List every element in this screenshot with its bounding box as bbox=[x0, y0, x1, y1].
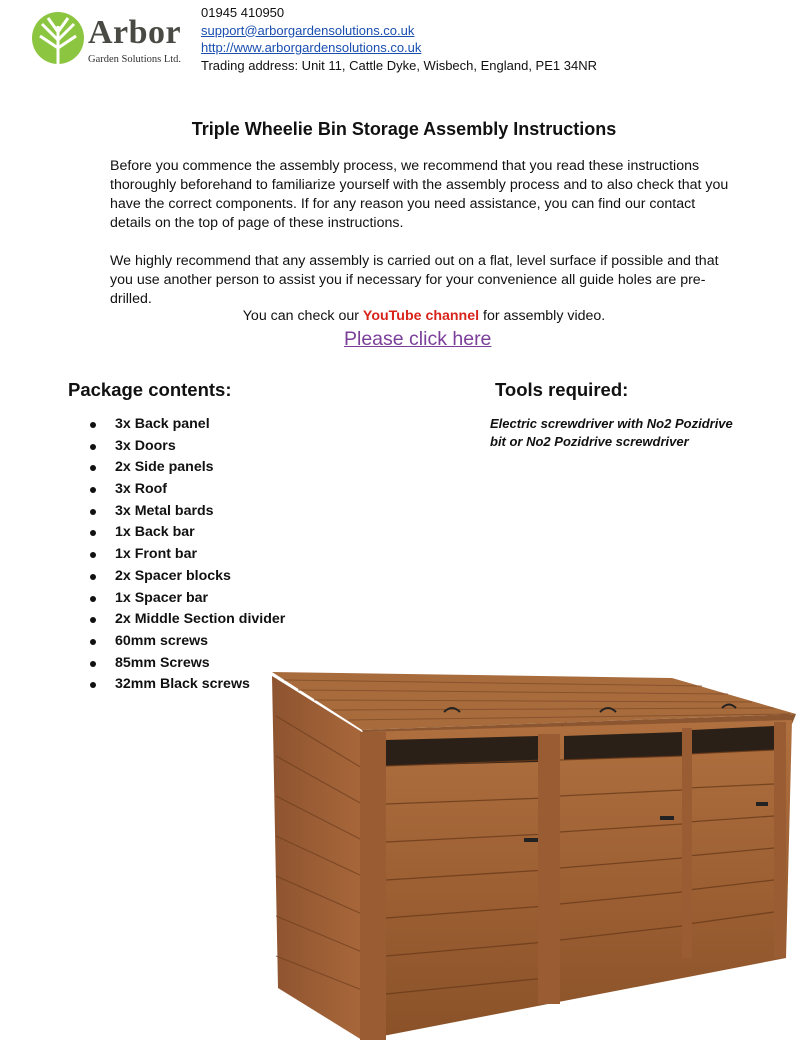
list-item: 3x Doors bbox=[88, 438, 285, 460]
bullet-icon bbox=[90, 422, 96, 428]
website-link[interactable]: http://www.arborgardensolutions.co.uk bbox=[201, 40, 422, 55]
bullet-icon bbox=[90, 574, 96, 580]
list-item: 2x Side panels bbox=[88, 459, 285, 481]
tools-description: Electric screwdriver with No2 Pozidrive bit or No2 Pozidrive screwdriver bbox=[490, 416, 733, 449]
bullet-icon bbox=[90, 596, 96, 602]
bullet-icon bbox=[90, 487, 96, 493]
bullet-icon bbox=[90, 444, 96, 450]
phone-number: 01945 410950 bbox=[201, 5, 285, 20]
page-title: Triple Wheelie Bin Storage Assembly Instructions bbox=[191, 119, 617, 139]
package-list bbox=[88, 416, 285, 698]
email-link[interactable]: support@arborgardensolutions.co.uk bbox=[201, 22, 415, 38]
youtube-channel-link[interactable]: YouTube channel bbox=[362, 308, 480, 324]
logo-word: Arbor bbox=[88, 14, 182, 51]
bullet-icon bbox=[90, 639, 96, 645]
bin-store-photo bbox=[262, 668, 798, 1042]
leaf-logo-icon bbox=[32, 10, 88, 66]
bullet-icon bbox=[90, 465, 96, 471]
list-item: 60mm screws bbox=[88, 633, 285, 655]
list-item: 3x Metal bards bbox=[88, 503, 285, 525]
company-logo bbox=[32, 10, 192, 70]
trading-address: Trading address: Unit 11, Cattle Dyke, Wisbech, England, PE1 34NR bbox=[201, 57, 597, 73]
bullet-icon bbox=[90, 530, 96, 536]
intro-paragraph: Before you commence the assembly process, we recommend that you read these instructions thoroughly beforehand to familiarize yourself with the assembly process and to also check that you have the correct components. If for any reason you need assistance, you can find our contact details on the top of page of these instructions. bbox=[110, 158, 729, 231]
list-item: 3x Roof bbox=[88, 481, 285, 503]
youtube-after: for assembly video. bbox=[479, 308, 606, 324]
contact-block bbox=[201, 4, 597, 74]
list-item: 1x Back bar bbox=[88, 524, 285, 546]
package-contents-heading: Package contents: bbox=[68, 379, 232, 400]
tools-required-heading: Tools required: bbox=[495, 379, 629, 400]
logo-subtitle: Garden Solutions Ltd. bbox=[88, 54, 182, 65]
bullet-icon bbox=[90, 552, 96, 558]
youtube-line bbox=[0, 308, 808, 324]
bullet-icon bbox=[90, 661, 96, 667]
list-item: 2x Spacer blocks bbox=[88, 568, 285, 590]
list-item: 1x Front bar bbox=[88, 546, 285, 568]
bullet-icon bbox=[90, 682, 96, 688]
list-item: 85mm Screws bbox=[88, 655, 285, 677]
please-click-here-link[interactable]: Please click here bbox=[344, 328, 492, 350]
list-item: 1x Spacer bar bbox=[88, 590, 285, 612]
bullet-icon bbox=[90, 617, 96, 623]
list-item: 3x Back panel bbox=[88, 416, 285, 438]
recommend-paragraph: We highly recommend that any assembly is carried out on a flat, level surface if possible and that you use another person to assist you if necessary for your convenience all guide holes are pre-drilled. bbox=[110, 253, 719, 307]
list-item: 32mm Black screws bbox=[88, 676, 285, 698]
list-item: 2x Middle Section divider bbox=[88, 611, 285, 633]
youtube-before: You can check our bbox=[242, 308, 363, 324]
bullet-icon bbox=[90, 509, 96, 515]
